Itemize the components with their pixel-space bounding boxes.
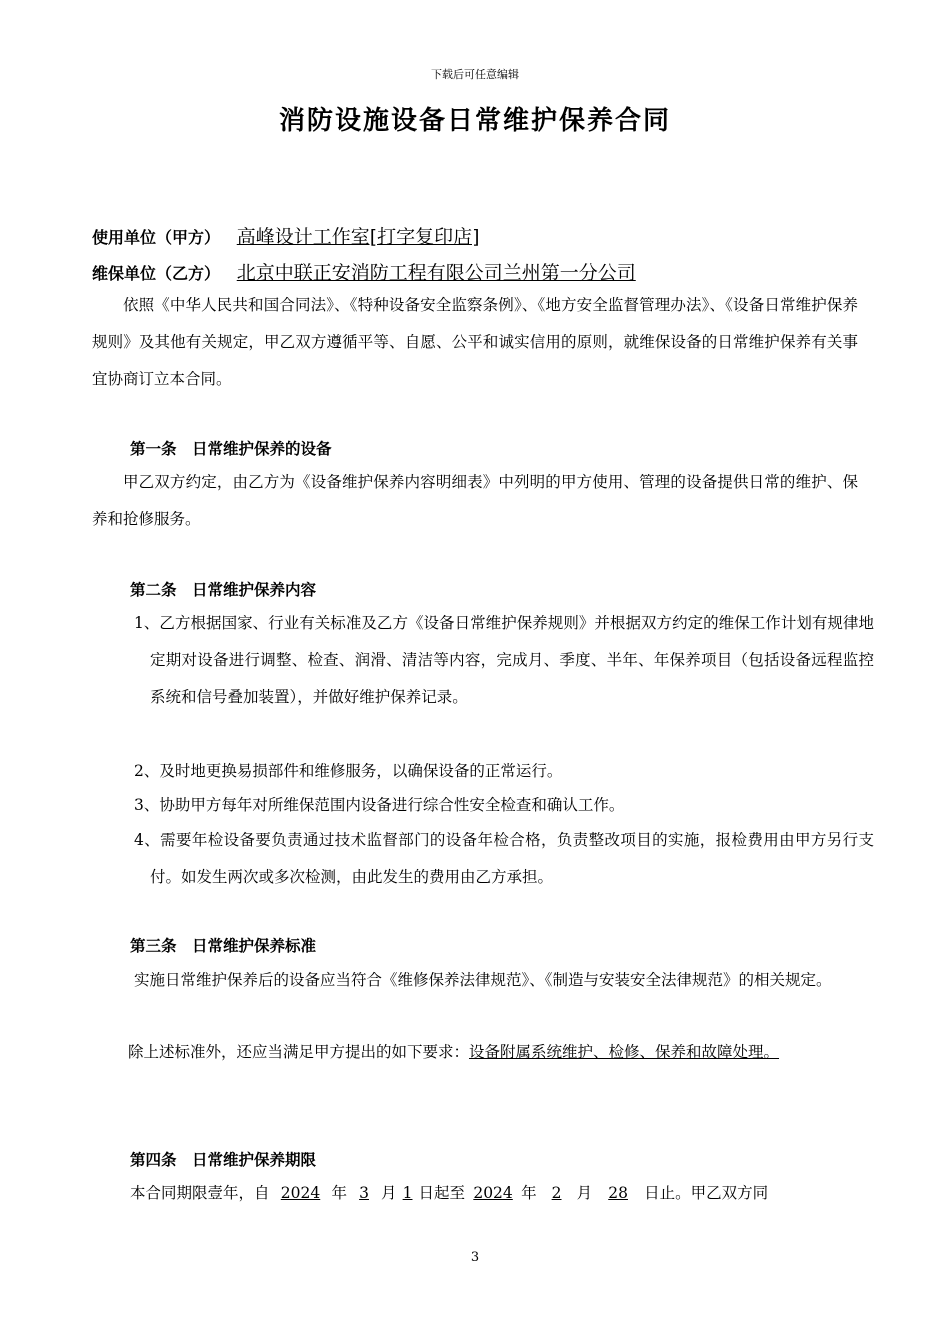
party-b-line [92,258,636,285]
party-b-label: 维保单位（乙方） [92,264,221,283]
start-month-char: 月 [381,1184,397,1202]
party-a-label: 使用单位（甲方） [92,228,221,247]
end-day-field: 28 [608,1184,628,1202]
article2-item-1: 1、乙方根据国家、行业有关标准及乙方《设备日常维护保养规则》并根据双方约定的维保工作计划有规律地定期对设备进行调整、检查、润滑、清洁等内容，完成月、季度、半年、年保养项目（包括设备远程监控系统和信号叠加装置），并做好维护保养记录。 [134,614,874,706]
start-year-field: 2024 [280,1184,321,1202]
party-a-value: 高峰设计工作室[打字复印店] [236,226,480,248]
article3-heading: 第三条 日常维护保养标准 [130,937,317,955]
intro-paragraph: 依照《中华人民共和国合同法》、《特种设备安全监察条例》、《地方安全监督管理办法》、《设备日常维护保养规则》及其他有关规定，甲乙双方遵循平等、自愿、公平和诚实信用的原则，就维保设备的日常维护保养有关事宜协商订立本合同。 [92,296,858,388]
term-suffix: 日止。甲乙双方同 [644,1184,769,1202]
article2-heading: 第二条 日常维护保养内容 [130,581,317,599]
article4-heading: 第四条 日常维护保养期限 [130,1151,317,1169]
end-month-field: 2 [551,1184,562,1202]
page-number: 3 [470,1250,480,1265]
end-month-char: 月 [576,1184,593,1202]
start-day-field: 1 [402,1184,413,1202]
header-note: 下载后可任意编辑 [431,68,519,81]
day-from-text: 日起至 [418,1184,466,1202]
article3-body: 实施日常维护保养后的设备应当符合《维修保养法律规范》、《制造与安装安全法律规范》的相关规定。 [134,971,832,989]
party-b-value: 北京中联正安消防工程有限公司兰州第一分公司 [236,262,636,284]
article3-extra-prefix: 除上述标准外，还应当满足甲方提出的如下要求： [128,1043,470,1061]
article2-item-2: 2、及时地更换易损部件和维修服务，以确保设备的正常运行。 [134,762,563,780]
end-year-char: 年 [521,1184,537,1202]
article3-extra [128,1034,874,1071]
party-a-line [92,222,480,249]
article2-item-3: 3、协助甲方每年对所维保范围内设备进行综合性安全检查和确认工作。 [134,796,625,814]
article4-term-line [130,1175,870,1212]
term-prefix: 本合同期限壹年，自 [130,1184,270,1202]
start-year-char: 年 [331,1184,348,1202]
article2-item-4: 4、需要年检设备要负责通过技术监督部门的设备年检合格，负责整改项目的实施，报检费用由甲方另行支付。如发生两次或多次检测，由此发生的费用由乙方承担。 [134,831,874,886]
article1-body: 甲乙双方约定，由乙方为《设备维护保养内容明细表》中列明的甲方使用、管理的设备提供日常的维护、保养和抢修服务。 [92,473,858,528]
start-month-field: 3 [359,1184,369,1202]
end-year-field: 2024 [473,1184,513,1202]
article1-heading: 第一条 日常维护保养的设备 [130,440,332,458]
contract-title: 消防设施设备日常维护保养合同 [278,106,671,136]
article3-extra-value: 设备附属系统维护、检修、保养和故障处理。 [469,1043,780,1061]
